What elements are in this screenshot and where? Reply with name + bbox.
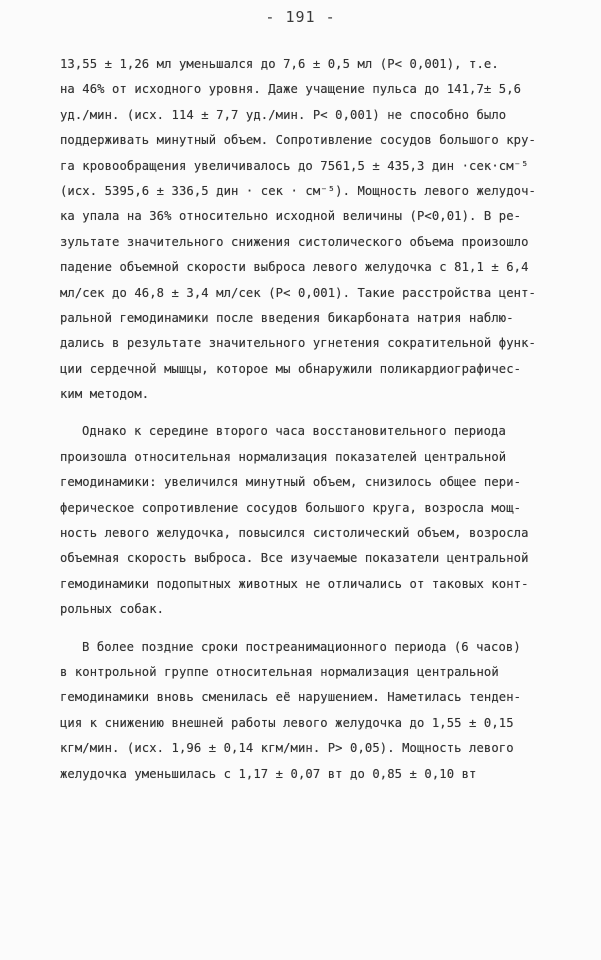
text-line: произошла относительная нормализация показателей центральной (60, 449, 507, 464)
text-line: га кровообращения увеличивалось до 7561,5 ± 435,3 дин ·сек·см⁻⁵ (60, 158, 529, 173)
text-line: объемная скорость выброса. Все изучаемые показатели центральной (60, 551, 529, 566)
text-line: В более поздние сроки постреанимационного периода (6 часов) (82, 639, 521, 654)
text-line: ция к снижению внешней работы левого желудочка до 1,55 ± 0,15 (60, 715, 514, 730)
text-line: зультате значительного снижения систолического объема произошло (60, 234, 529, 249)
text-line: поддерживать минутный объем. Сопротивление сосудов большого кру- (60, 133, 536, 148)
text-line: уд./мин. (исх. 114 ± 7,7 уд./мин. P< 0,001) не способно было (60, 107, 507, 122)
text-line: падение объемной скорости выброса левого желудочка с 81,1 ± 6,4 (60, 260, 529, 275)
text-line: (исх. 5395,6 ± 336,5 дин · сек · см⁻⁵). Мощность левого желудоч- (60, 183, 536, 198)
text-line: ность левого желудочка, повысился систолический объем, возросла (60, 526, 529, 541)
text-line: мл/сек до 46,8 ± 3,4 мл/сек (P< 0,001). Такие расстройства цент- (60, 285, 536, 300)
paragraph-1 (60, 52, 580, 407)
text-line: гемодинамики подопытных животных не отличались от таковых конт- (60, 576, 529, 591)
text-line: кгм/мин. (исх. 1,96 ± 0,14 кгм/мин. P> 0,05). Мощность левого (60, 741, 514, 756)
text-line: 13,55 ± 1,26 мл уменьшался до 7,6 ± 0,5 мл (P< 0,001), т.е. (60, 57, 499, 71)
text-line: ральной гемодинамики после введения бикарбоната натрия наблю- (60, 310, 514, 325)
text-line: рольных собак. (60, 602, 165, 617)
text-line: желудочка уменьшилась с 1,17 ± 0,07 вт до 0,85 ± 0,10 вт (60, 766, 477, 781)
text-line: на 46% от исходного уровня. Даже учащение пульса до 141,7± 5,6 (60, 82, 522, 97)
text-line: ким методом. (60, 387, 150, 402)
page-number: - 191 - (265, 8, 336, 26)
text-line: гемодинамики: увеличился минутный объем, снизилось общее пери- (60, 475, 522, 490)
paragraph-3 (60, 635, 580, 787)
text-line: Однако к середине второго часа восстановительного периода (82, 424, 506, 439)
text-line: дались в результате значительного угнетения сократительной функ- (60, 336, 536, 351)
body-text (60, 52, 580, 787)
text-line: в контрольной группе относительная нормализация центральной (60, 664, 499, 679)
text-line: ферическое сопротивление сосудов большого круга, возросла мощ- (60, 500, 522, 515)
paragraph-2 (60, 419, 580, 622)
text-line: ции сердечной мышцы, которое мы обнаружили поликардиографичес- (60, 361, 522, 376)
paragraph-gap (60, 623, 580, 635)
text-line: гемодинамики вновь сменилась её нарушением. Наметилась тенден- (60, 690, 522, 705)
text-line: ка упала на 36% относительно исходной величины (P<0,01). В ре- (60, 209, 522, 224)
paragraph-gap (60, 407, 580, 419)
